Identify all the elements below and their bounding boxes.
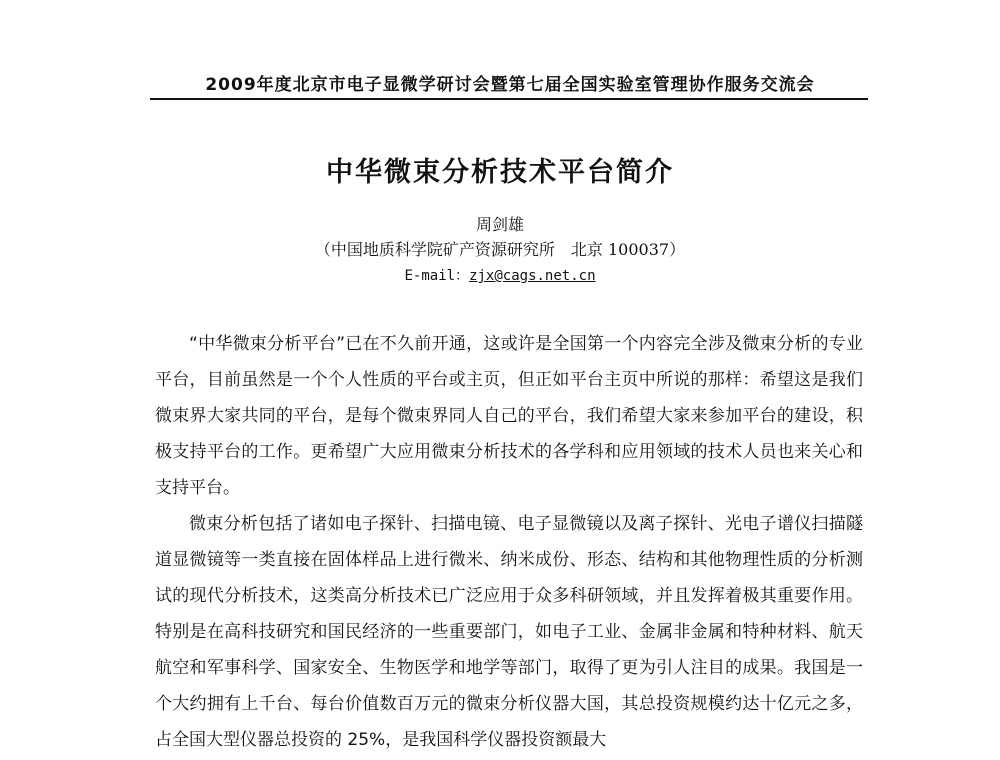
email-line — [0, 265, 1000, 285]
article-title: 中华微束分析技术平台简介 — [326, 157, 674, 188]
email-link[interactable]: zjx@cags.net.cn — [469, 268, 596, 284]
email-label: E-mail： — [404, 268, 470, 284]
header-rule — [150, 98, 868, 100]
paragraph: 微束分析包括了诸如电子探针、扫描电镜、电子显微镜以及离子探针、光电子谱仪扫描隧道显微镜等一类直接在固体样品上进行微米、纳米成份、形态、结构和其他物理性质的分析测试的现代分析技术，这类高分析技术已广泛应用于众多科研领域，并且发挥着极其重要作用。特别是在高科技研究和国民经济的一些重要部门，如电子工业、金属非金属和特种材料、航天航空和军事科学、国家安全、生物医学和地学等部门，取得了更为引人注目的成果。我国是一个大约拥有上千台、每台价值数百万元的微束分析仪器大国，其总投资规模约达十亿元之多，占全国大型仪器总投资的 25%，是我国科学仪器投资额最大 — [155, 514, 863, 750]
running-header: 2009年度北京市电子显微学研讨会暨第七届全国实验室管理协作服务交流会 — [205, 75, 815, 95]
author-affiliation: （中国地质科学院矿产资源研究所 北京 100037） — [314, 240, 686, 259]
paragraph: “中华微束分析平台”已在不久前开通，这或许是全国第一个内容完全涉及微束分析的专业平台，目前虽然是一个个人性质的平台或主页，但正如平台主页中所说的那样：希望这是我们微束界大家共同的平台，是每个微束界同人自己的平台，我们希望大家来参加平台的建设，积极支持平台的工作。更希望广大应用微束分析技术的各学科和应用领域的技术人员也来关心和支持平台。 — [155, 334, 863, 498]
body-text — [155, 326, 863, 758]
author-name: 周剑雄 — [475, 215, 524, 234]
